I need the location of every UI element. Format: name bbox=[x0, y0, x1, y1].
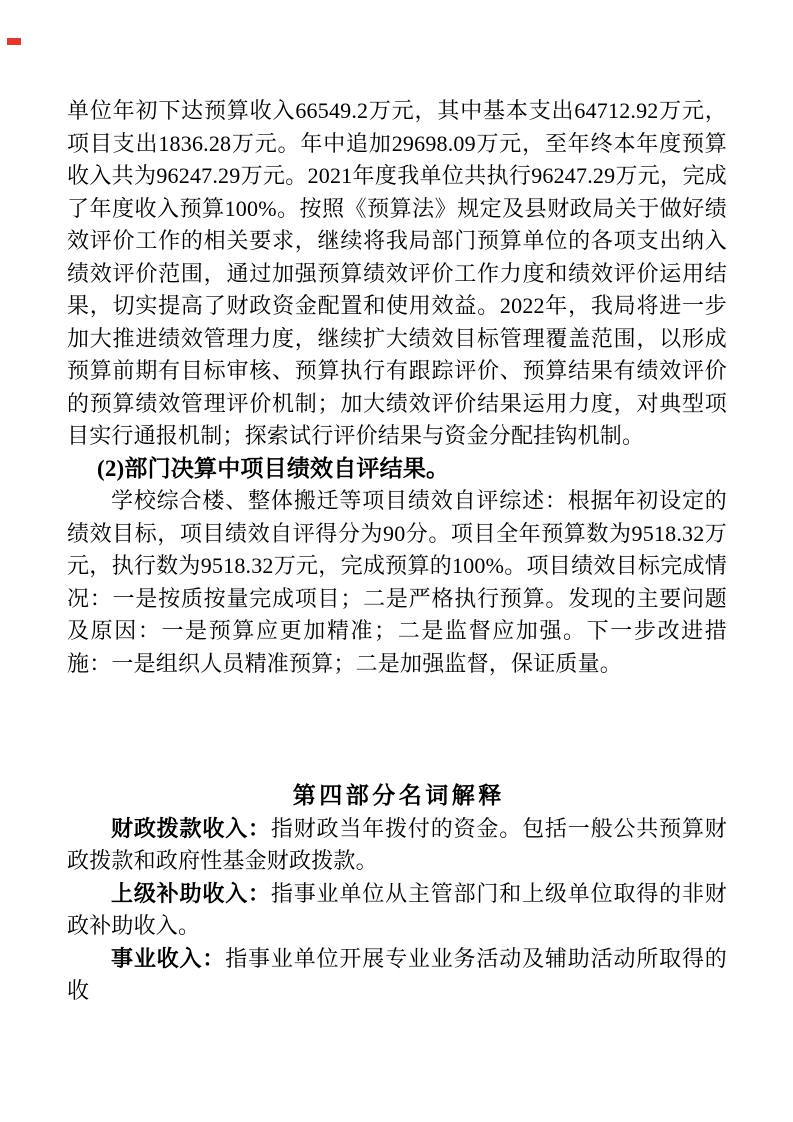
definition-institutional-income bbox=[67, 943, 727, 1008]
paragraph-project-self-evaluation: 学校综合楼、整体搬迁等项目绩效自评综述：根据年初设定的绩效目标，项目绩效自评得分为90分。项目全年预算数为9518.32万元，执行数为9518.32万元，完成预算的100%。项目绩效目标完成情况：一是按质按量完成项目；二是严格执行预算。发现的主要问题及原因：一是预算应更加精准；二是监督应加强。下一步改进措施：一是组织人员精准预算；二是加强监督，保证质量。 bbox=[67, 488, 727, 676]
section-heading-terms-explanation: 第四部分名词解释 bbox=[292, 783, 505, 808]
definition-fiscal-appropriation-income bbox=[67, 813, 727, 878]
subheading-project-self-eval-results: (2)部门决算中项目绩效自评结果。 bbox=[97, 455, 450, 481]
definition-superior-subsidy-income bbox=[67, 878, 727, 943]
definition-term: 事业收入： bbox=[111, 945, 226, 971]
definition-text: 指财政当年拨付的资金。包括一般公共预算财政拨款和政府性基金财政拨款。 bbox=[67, 815, 727, 873]
definition-term: 财政拨款收入： bbox=[111, 815, 271, 841]
definition-term: 上级补助收入： bbox=[111, 880, 271, 906]
definition-text: 指事业单位从主管部门和上级单位取得的非财政补助收入。 bbox=[67, 880, 727, 938]
red-corner-mark bbox=[7, 38, 21, 45]
page-content bbox=[67, 95, 727, 1008]
definition-text: 指事业单位开展专业业务活动及辅助活动所取得的收 bbox=[67, 945, 727, 1003]
paragraph-budget-execution: 单位年初下达预算收入66549.2万元，其中基本支出64712.92万元，项目支出1836.28万元。年中追加29698.09万元，至年终本年度预算收入共为96247.29万元。2021年度我单位共执行96247.29万元，完成了年度收入预算100%。按照《预算法》规定及县财政局关于做好绩效评价工作的相关要求，继续将我局部门预算单位的各项支出纳入绩效评价范围，通过加强预算绩效评价工作力度和绩效评价运用结果，切实提高了财政资金配置和使用效益。2022年，我局将进一步加大推进绩效管理力度，继续扩大绩效目标管理覆盖范围，以形成预算前期有目标审核、预算执行有跟踪评价、预算结果有绩效评价的预算绩效管理评价机制；加大绩效评价结果运用力度，对典型项目实行通报机制；探索试行评价结果与资金分配挂钩机制。 bbox=[67, 98, 727, 448]
